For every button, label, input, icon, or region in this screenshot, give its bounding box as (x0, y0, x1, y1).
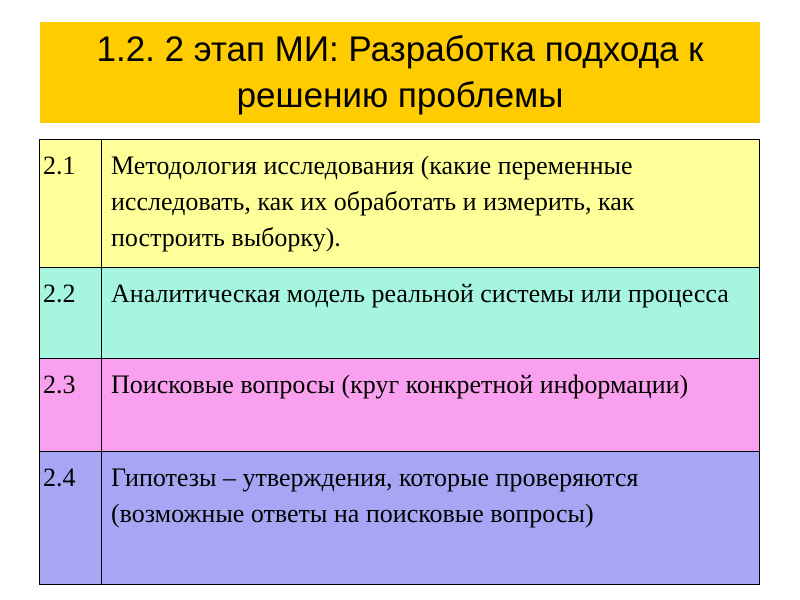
slide-title: 1.2. 2 этап МИ: Разработка подхода к решению проблемы (96, 29, 704, 115)
table-row (40, 359, 760, 452)
slide-title-box (40, 22, 760, 123)
row-number: 2.4 (40, 452, 102, 585)
row-number: 2.2 (40, 268, 102, 359)
row-description: Поисковые вопросы (круг конкретной информации) (102, 359, 760, 452)
row-description: Гипотезы – утверждения, которые проверяются (возможные ответы на поисковые вопросы) (102, 452, 760, 585)
steps-table (39, 139, 760, 585)
table-row (40, 268, 760, 359)
row-description: Аналитическая модель реальной системы или процесса (102, 268, 760, 359)
table-row (40, 140, 760, 268)
row-description: Методология исследования (какие переменные исследовать, как их обработать и измерить, как построить выборку). (102, 140, 760, 268)
row-number: 2.1 (40, 140, 102, 268)
row-number: 2.3 (40, 359, 102, 452)
table-row (40, 452, 760, 585)
